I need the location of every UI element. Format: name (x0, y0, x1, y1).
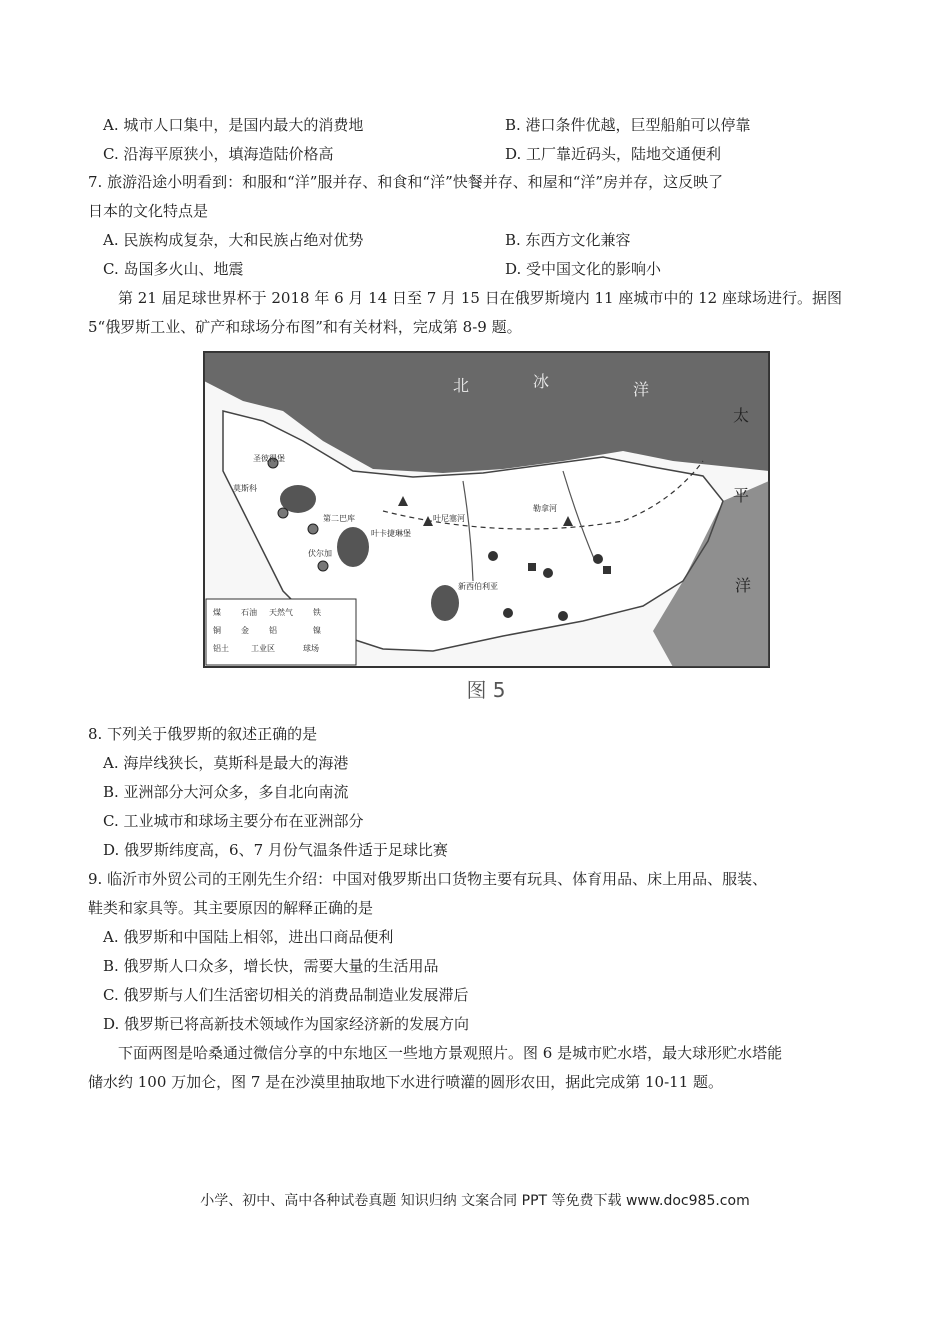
q8-option-c: C. 工业城市和球场主要分布在亚洲部分 (103, 812, 364, 830)
sea-label: 洋 (633, 380, 650, 399)
q6-option-b: B. 港口条件优越，巨型船舶可以停靠 (505, 116, 751, 134)
q7-option-a: A. 民族构成复杂，大和民族占绝对优势 (103, 231, 364, 249)
q8-stem: 8. 下列关于俄罗斯的叙述正确的是 (88, 725, 318, 743)
gold-marker (558, 611, 568, 621)
q6-option-a: A. 城市人口集中，是国内最大的消费地 (103, 116, 364, 134)
intro-10-11-line2: 储水约 100 万加仑，图 7 是在沙漠里抽取地下水进行喷灌的圆形农田，据此完成第 10-11 题。 (88, 1073, 724, 1091)
city-label: 新西伯利亚 (458, 582, 498, 591)
legend-item: 天然气 (269, 608, 293, 617)
intro-8-9-line2: 5“俄罗斯工业、矿产和球场分布图”和有关材料，完成第 8-9 题。 (88, 318, 522, 336)
q6-option-d: D. 工厂靠近码头，陆地交通便利 (505, 145, 722, 163)
legend-item: 铝 (269, 626, 277, 635)
coal-marker (603, 566, 611, 574)
legend-item: 工业区 (251, 644, 275, 653)
city-label: 第二巴库 (323, 514, 355, 523)
q8-option-d: D. 俄罗斯纬度高，6、7 月份气温条件适于足球比赛 (103, 841, 448, 859)
q6-option-c: C. 沿海平原狭小，填海造陆价格高 (103, 145, 334, 163)
q7-option-b: B. 东西方文化兼容 (505, 231, 631, 249)
city-label: 莫斯科 (233, 484, 257, 493)
stadium-marker (318, 561, 328, 571)
legend-item: 金 (241, 626, 249, 635)
sea-label: 冰 (533, 372, 550, 391)
legend-item: 铁 (313, 608, 321, 617)
legend-item: 煤 (213, 608, 221, 617)
city-label: 叶尼塞河 (433, 514, 465, 523)
legend-item: 球场 (303, 644, 319, 653)
legend-item: 镍 (313, 626, 321, 635)
legend-item: 石油 (241, 608, 257, 617)
industrial-zone-novosibirsk (431, 585, 459, 621)
q9-stem-line2: 鞋类和家具等。其主要原因的解释正确的是 (88, 899, 374, 917)
industrial-zone-volga (337, 527, 369, 567)
sea-label: 北 (453, 376, 470, 395)
gold-marker (543, 568, 553, 578)
q7-option-d: D. 受中国文化的影响小 (505, 260, 662, 278)
q9-option-c: C. 俄罗斯与人们生活密切相关的消费品制造业发展滞后 (103, 986, 469, 1004)
stadium-marker (308, 524, 318, 534)
city-label: 伏尔加 (308, 549, 332, 558)
q9-stem-line1: 9. 临沂市外贸公司的王刚先生介绍：中国对俄罗斯出口货物主要有玩具、体育用品、床上用品、服装、 (88, 870, 768, 888)
gold-marker (593, 554, 603, 564)
q8-option-a: A. 海岸线狭长，莫斯科是最大的海港 (103, 754, 349, 772)
sea-label: 平 (733, 486, 750, 505)
gold-marker (488, 551, 498, 561)
q7-option-c: C. 岛国多火山、地震 (103, 260, 244, 278)
city-label: 勒拿河 (533, 504, 557, 513)
q9-option-b: B. 俄罗斯人口众多，增长快，需要大量的生活用品 (103, 957, 439, 975)
stadium-marker (278, 508, 288, 518)
city-label: 圣彼得堡 (253, 454, 285, 463)
figure-caption: 图 5 (466, 678, 506, 702)
q7-stem-line2: 日本的文化特点是 (88, 202, 209, 220)
coal-marker (528, 563, 536, 571)
q9-option-d: D. 俄罗斯已将高新技术领域作为国家经济新的发展方向 (103, 1015, 470, 1033)
legend-item: 铜 (213, 626, 221, 635)
sea-label: 洋 (735, 576, 752, 595)
legend-item: 铝土 (213, 644, 229, 653)
russia-map-figure (203, 351, 770, 711)
q9-option-a: A. 俄罗斯和中国陆上相邻，进出口商品便利 (103, 928, 394, 946)
intro-8-9-line1: 第 21 届足球世界杯于 2018 年 6 月 14 日至 7 月 15 日在俄罗斯境内 11 座城市中的 12 座球场进行。据图 (118, 289, 842, 307)
sea-label: 太 (733, 406, 750, 425)
q7-stem-line1: 7. 旅游沿途小明看到：和服和“洋”服并存、和食和“洋”快餐并存、和屋和“洋”房并存，这反映了 (88, 173, 724, 191)
gold-marker (503, 608, 513, 618)
city-label: 叶卡捷琳堡 (371, 529, 411, 538)
q8-option-b: B. 亚洲部分大河众多，多自北向南流 (103, 783, 349, 801)
page-footer: 小学、初中、高中各种试卷真题 知识归纳 文案合同 PPT 等免费下载 www.doc985.com (200, 1193, 750, 1209)
intro-10-11-line1: 下面两图是哈桑通过微信分享的中东地区一些地方景观照片。图 6 是城市贮水塔，最大球形贮水塔能 (118, 1044, 783, 1062)
